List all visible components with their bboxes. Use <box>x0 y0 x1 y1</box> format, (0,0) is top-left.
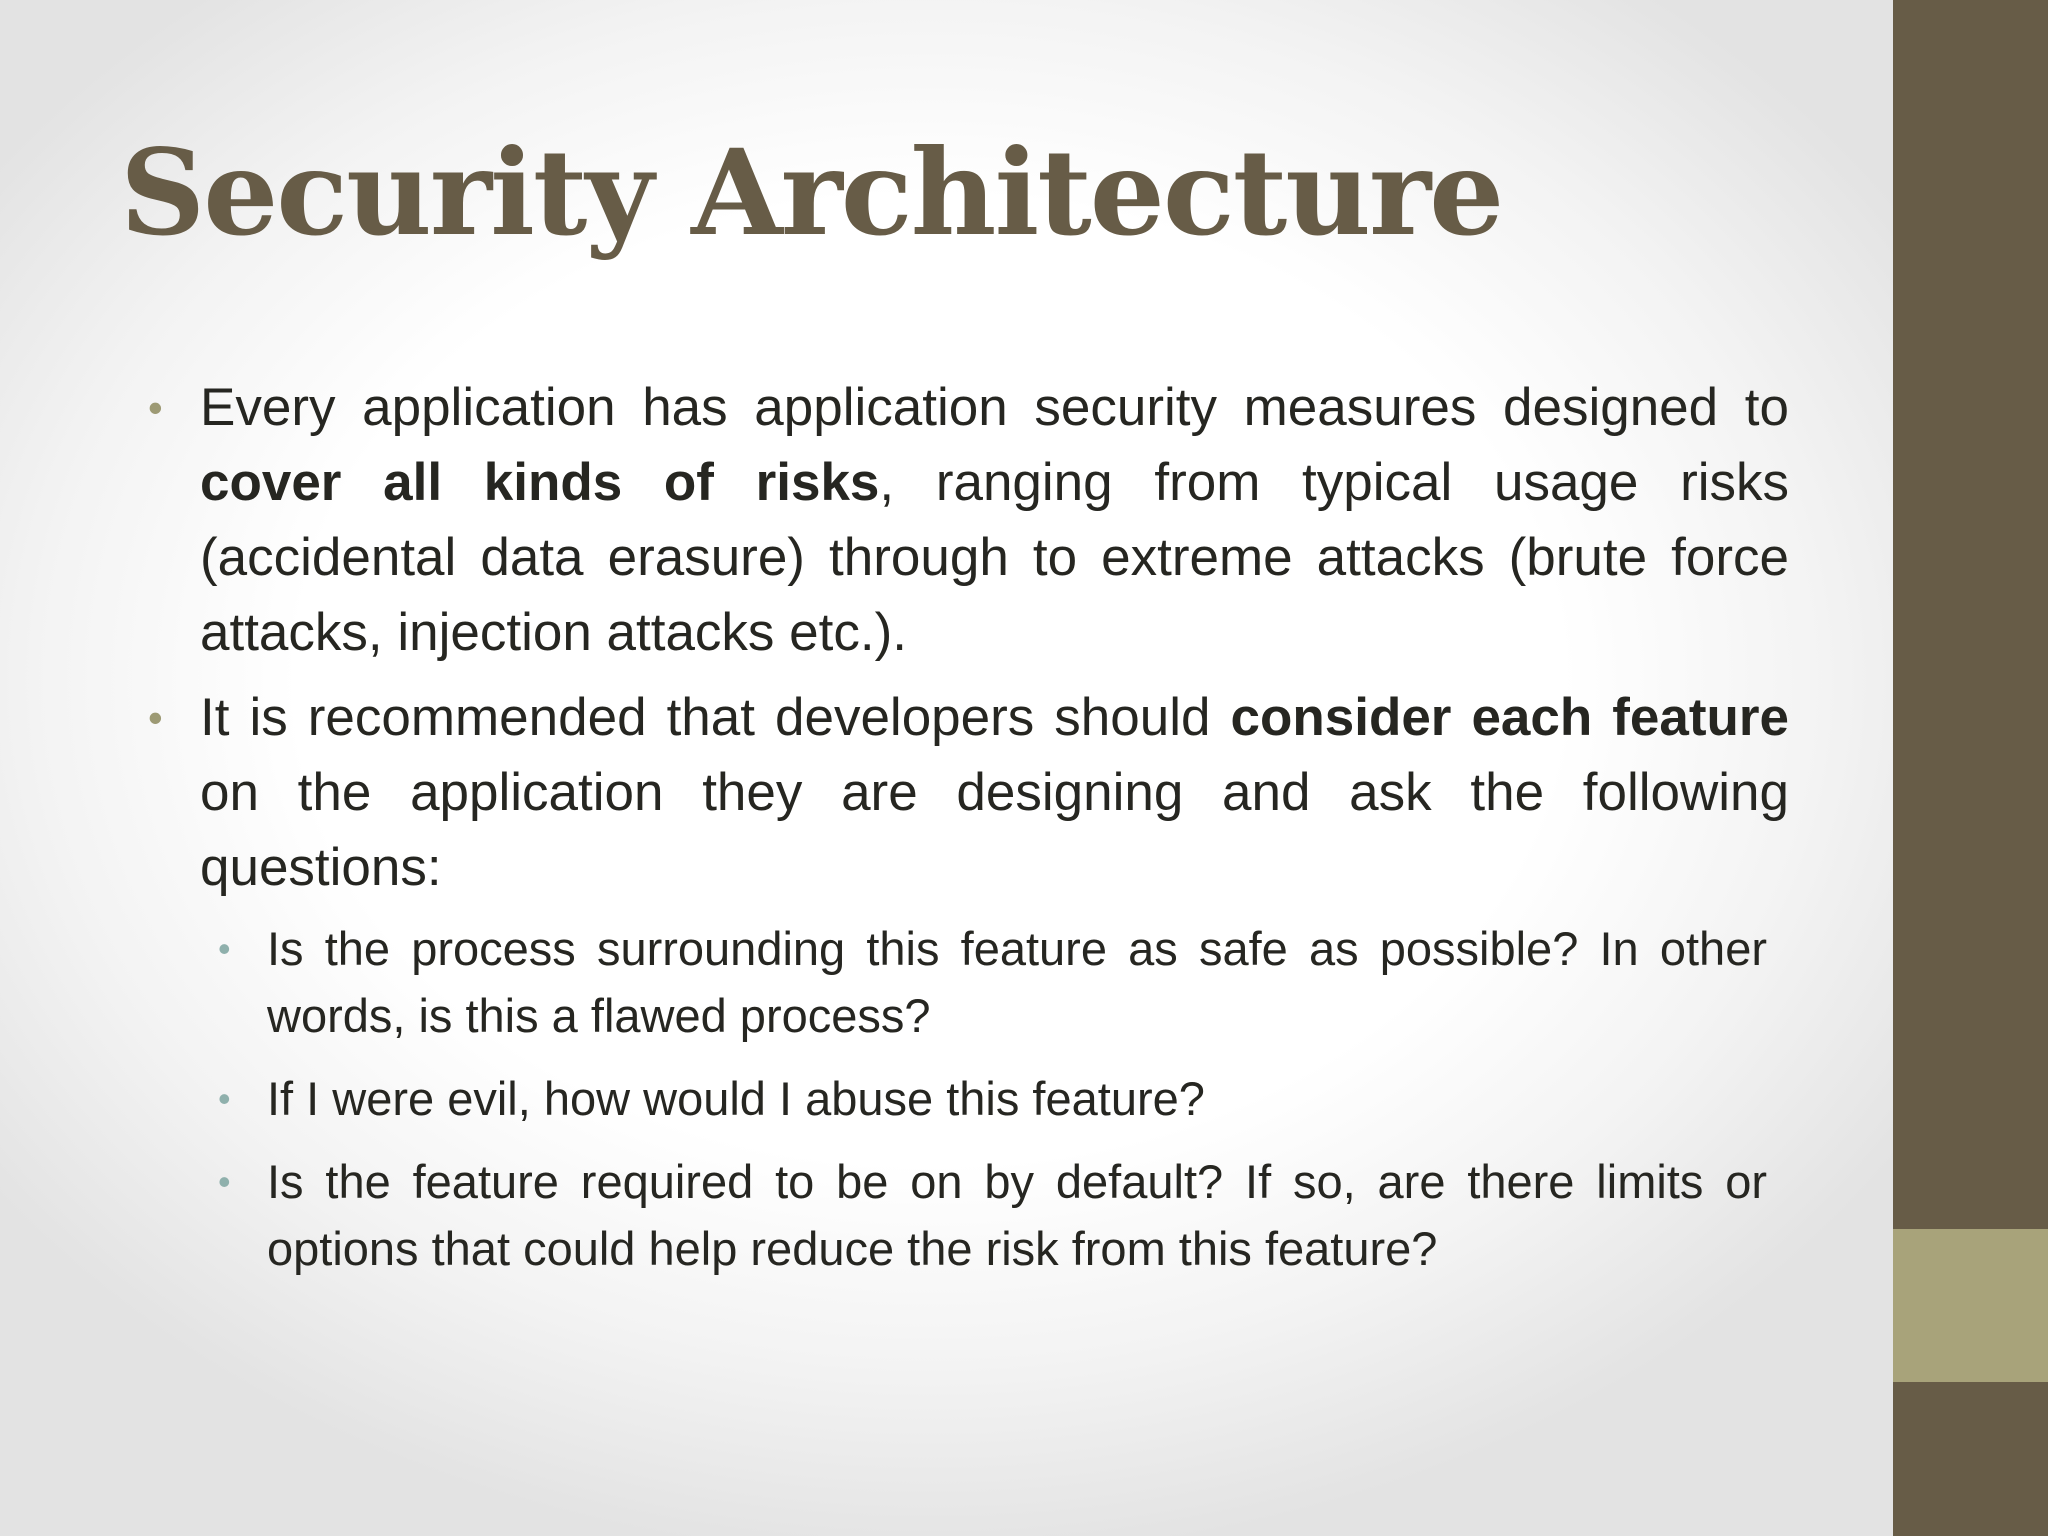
slide-body <box>148 370 1789 1298</box>
bullet-bold-text: cover all kinds of risks <box>200 453 880 512</box>
sub-bullet-list <box>212 915 1767 1282</box>
sub-bullet-item <box>212 1148 1767 1282</box>
bullet-item <box>148 680 1789 905</box>
bullet-dot-icon: • <box>148 384 163 431</box>
sub-bullet-dot-icon: • <box>218 928 231 969</box>
sub-bullet-dot-icon: • <box>218 1161 231 1202</box>
sub-bullet-text: Is the process surrounding this feature as safe as possible? In other words, is this a flawed process? <box>267 922 1767 1042</box>
sub-bullet-text: Is the feature required to be on by default? If so, are there limits or options that could help reduce the risk from this feature? <box>267 1155 1767 1275</box>
bullet-text: It is recommended that developers should <box>200 688 1231 747</box>
sub-bullet-dot-icon: • <box>218 1078 231 1119</box>
slide-title: Security Architecture <box>120 123 1503 262</box>
bullet-text: , ranging from typical usage risks (accidental data erasure) through to extreme attacks (brute force attacks, injection attacks etc.). <box>200 453 1790 662</box>
bullet-text: Every application has application security measures designed to <box>200 378 1789 437</box>
bullet-item <box>148 370 1789 670</box>
sub-bullet-item <box>212 915 1767 1049</box>
sub-bullet-text: If I were evil, how would I abuse this feature? <box>267 1072 1205 1125</box>
sub-bullet-item <box>212 1065 1767 1132</box>
bullet-bold-text: consider each feature <box>1230 688 1789 747</box>
bullet-text: on the application they are designing and ask the following questions: <box>200 763 1789 897</box>
decorative-sidebar-accent <box>1893 1229 2048 1382</box>
bullet-dot-icon: • <box>148 694 163 741</box>
